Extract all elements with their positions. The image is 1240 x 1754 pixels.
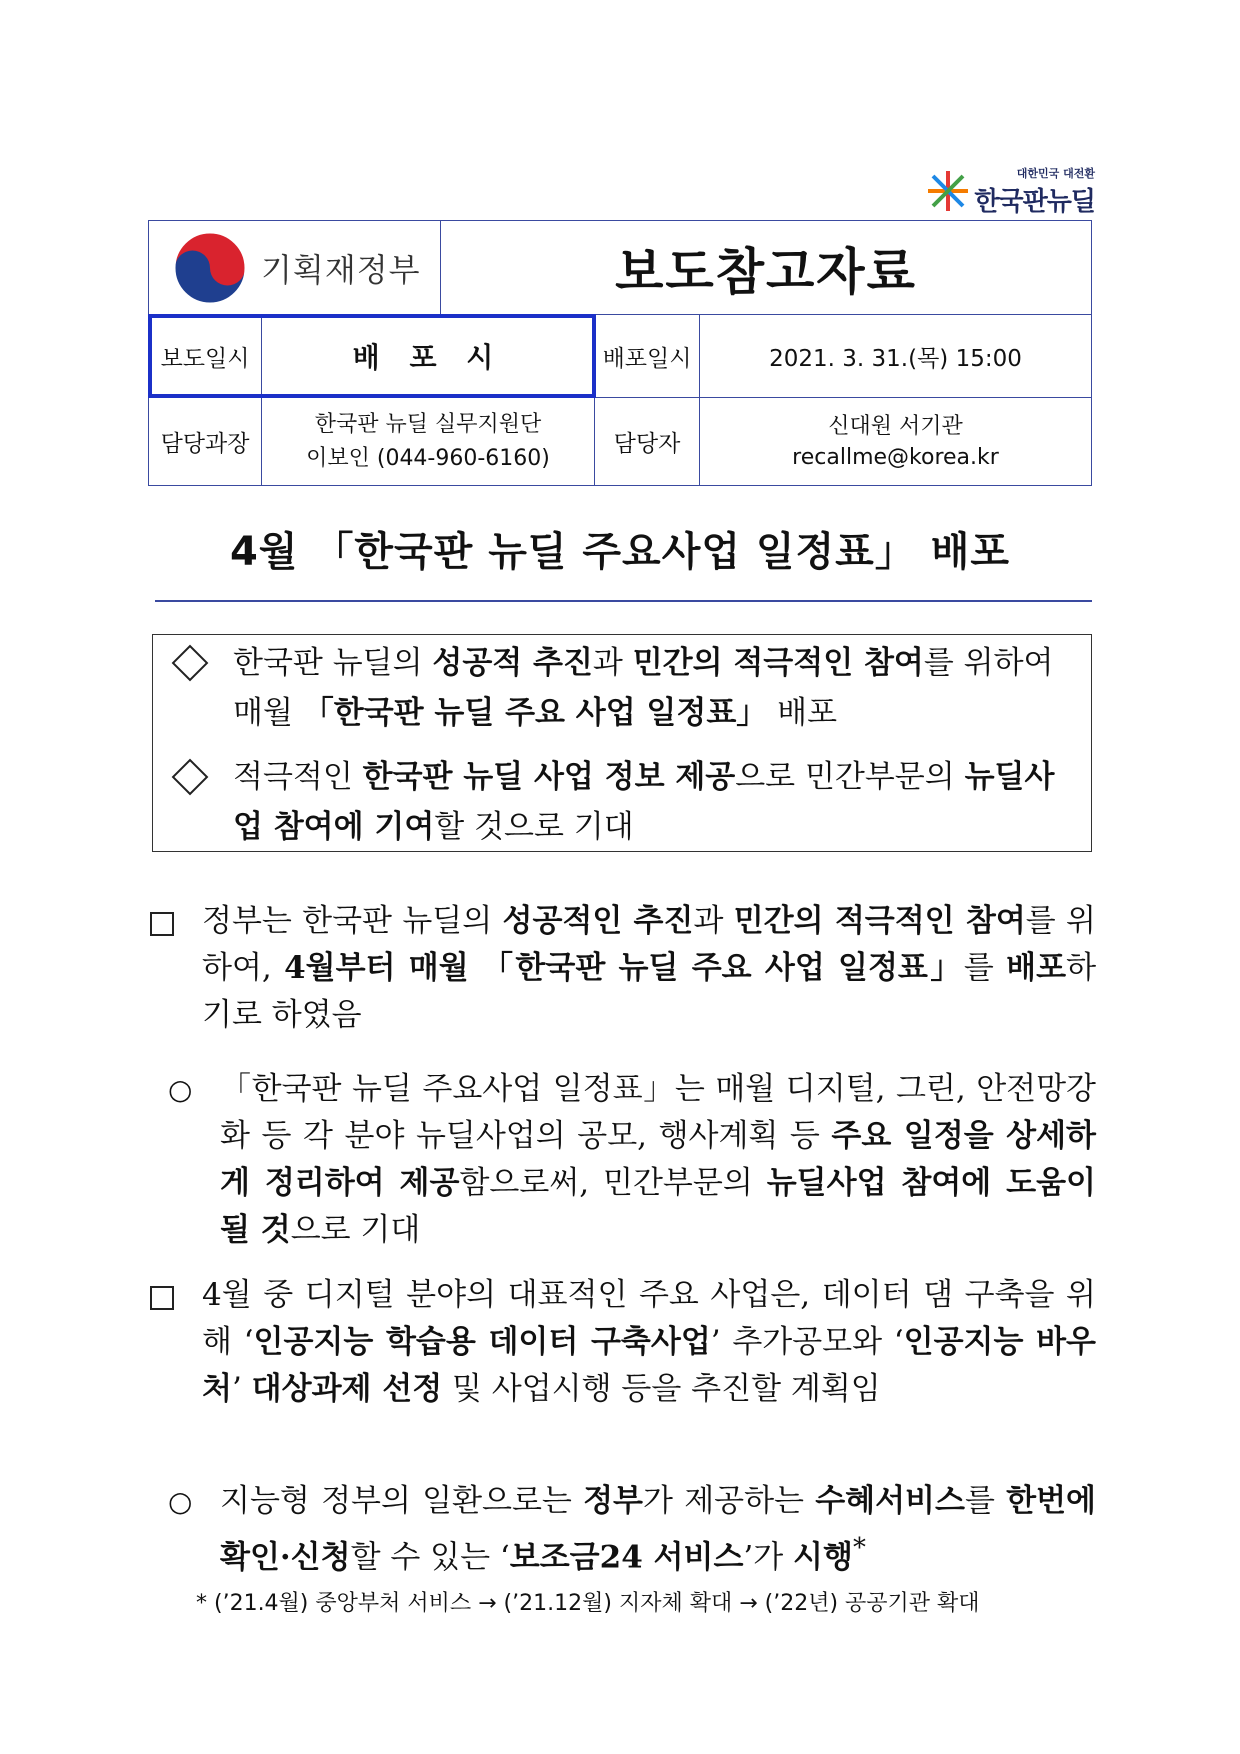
release-value: 배 포 시 — [261, 314, 595, 398]
header-table — [148, 220, 1092, 486]
body-paragraph: 정부는 한국판 뉴딜의 성공적인 추진과 민간의 적극적인 참여를 위하여, 4월부터 매월 「한국판 뉴딜 주요 사업 일정표」를 배포하기로 하였음 — [150, 898, 1096, 1039]
sub-paragraph: ○ 지능형 정부의 일환으로는 정부가 제공하는 수혜서비스를 한번에 확인·신청할 수 있는 ‘보조금24 서비스’가 시행* — [168, 1478, 1096, 1581]
ministry-logo-cell — [148, 220, 441, 315]
square-bullet-icon — [150, 912, 174, 936]
circle-bullet-icon: ○ — [168, 1073, 193, 1106]
brand-big-text: 한국판뉴딜 — [974, 187, 1095, 217]
contact-line1: 신대원 서기관 — [828, 413, 963, 439]
headline-divider — [155, 600, 1092, 602]
doc-type-title: 보도참고자료 — [440, 220, 1092, 315]
headline: 4월 「한국판 뉴딜 주요사업 일정표」 배포 — [229, 529, 1011, 575]
summary-item: 적극적인 한국판 뉴딜 사업 정보 제공으로 민간부문의 뉴딜사업 참여에 기여할 것으로 기대 — [177, 752, 1077, 852]
release-label: 보도일시 — [148, 314, 262, 398]
dept-label: 담당과장 — [148, 397, 262, 486]
ministry-name: 기획재정부 — [261, 250, 421, 289]
distribute-label: 배포일시 — [594, 314, 700, 398]
dept-line1: 한국판 뉴딜 실무지원단 — [314, 411, 542, 437]
square-bullet-icon — [150, 1286, 174, 1310]
contact-label: 담당자 — [594, 397, 700, 486]
sub-paragraph: ○ 「한국판 뉴딜 주요사업 일정표」는 매월 디지털, 그린, 안전망강화 등 각 분야 뉴딜사업의 공모, 행사계획 등 주요 일정을 상세하게 정리하여 제공함으로써, 민간부문의 뉴딜사업 참여에 도움이 될 것으로 기대 — [168, 1066, 1096, 1254]
new-deal-logo — [920, 165, 1095, 215]
summary-item: 한국판 뉴딜의 성공적 추진과 민간의 적극적인 참여를 위하여 매월 「한국판 뉴딜 주요 사업 일정표」 배포 — [177, 638, 1077, 738]
footnote: * (’21.4월) 중앙부처 서비스 → (’21.12월) 지자체 확대 → (’22년) 공공기관 확대 — [196, 1591, 980, 1616]
summary-box — [152, 634, 1092, 852]
taegeuk-emblem-icon — [173, 231, 247, 305]
contact-value — [699, 397, 1092, 486]
dept-line2: 이보인 (044-960-6160) — [306, 445, 550, 471]
new-deal-star-icon — [926, 169, 970, 213]
dept-value — [261, 397, 595, 486]
body-paragraph: 4월 중 디지털 분야의 대표적인 주요 사업은, 데이터 댐 구축을 위해 ‘인공지능 학습용 데이터 구축사업’ 추가공모와 ‘인공지능 바우처’ 대상과제 선정 및 사업시행 등을 추진할 계획임 — [150, 1272, 1096, 1413]
distribute-value: 2021. 3. 31.(목) 15:00 — [699, 314, 1092, 398]
contact-email[interactable]: recallme@korea.kr — [792, 444, 999, 470]
brand-small-text: 대한민국 대전환 — [1016, 167, 1095, 180]
circle-bullet-icon: ○ — [168, 1485, 193, 1518]
